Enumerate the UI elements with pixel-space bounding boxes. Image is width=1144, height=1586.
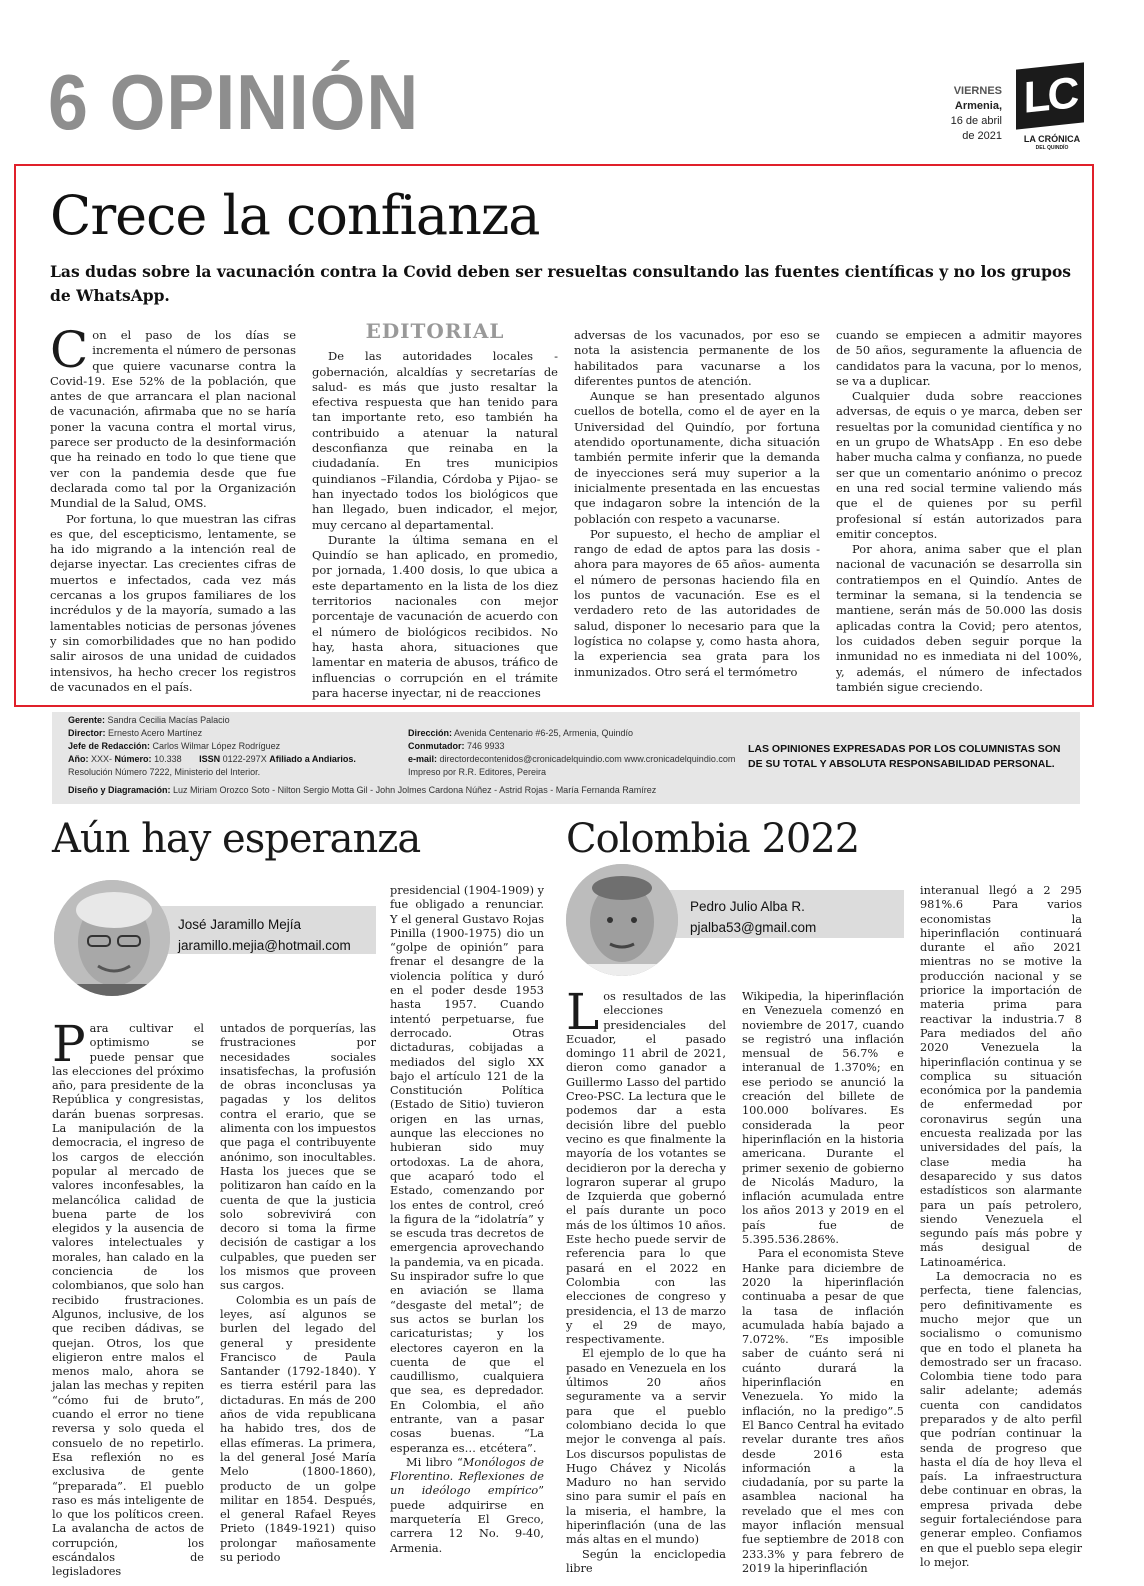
column-text-1	[52, 1015, 204, 1580]
column-headline: Aún hay esperanza	[52, 816, 421, 862]
date-city: Armenia,	[954, 100, 1002, 112]
author-email: jaramillo.mejia@hotmail.com	[178, 938, 351, 953]
drop-cap: C	[50, 321, 89, 379]
masthead-impreso: Impreso por R.R. Editores, Pereira	[408, 767, 547, 777]
editorial-column-1	[50, 321, 296, 695]
logo-subtitle: DEL QUINDÍO	[1035, 145, 1069, 151]
masthead-email: e-mail: directordecontenidos@cronicadelquindio.com www.cronicadelquindio.com	[408, 754, 736, 764]
masthead-direccion: Dirección: Avenida Centenario #6-25, Armenia, Quindío	[408, 728, 633, 738]
column-text-3	[390, 884, 544, 1556]
author-block	[178, 914, 351, 956]
editorial-paragraph: Cualquier duda sobre reacciones adversas, de equis o ye marca, deben ser resueltas por la comunidad científica y no en un grupo de WhatsApp . En eso debe haber mucha calma y confianza, no puede ser que un comentario anónimo o precoz en una red social termine valiendo más que el de quienes por su perfil profesional sí están autorizados para emitir conceptos.	[836, 389, 1082, 541]
date-block	[930, 84, 1002, 144]
editorial-paragraph	[50, 321, 296, 512]
drop-cap: L	[566, 983, 600, 1041]
masthead-ano: Año: XXX- Número: 10.338 ISSN 0122-297X Afiliado a Andiarios.	[68, 754, 356, 764]
column-paragraph: presidencial (1904-1909) y fue obligado a renunciar. Y el general Gustavo Rojas Pinilla (1900-1975) dio un “golpe de opinión” para frenar el desangre de la violencia política y duró en el poder desde 1953 hasta 1957. Cuando intentó perpetuarse, fue derrocado. Otras dictaduras, cobijadas a mediados del siglo XX bajo el artículo 121 de la Constitución Política (Estado de Sitio) tuvieron origen en las urnas, aunque las elecciones no hubieran sido muy ortodoxas. La de ahora, que acaparó todo el Estado, comenzando por los entes de control, creó la figura de la “idolatría” y se escuda tras decretos de emergencia aprovechando la pandemia, va en picada. Su inspirador sufre lo que en aviación se llama “desgaste del metal”; de sus actos se burlan los caricaturistas; y los electores cayeron en la cuenta de que el caudillismo, cualquiera que sea, es depredador. En Colombia, el año entrante, van a pasar cosas buenas. “La esperanza es… etcétera”.	[390, 884, 544, 1455]
date-day: VIERNES	[953, 85, 1002, 97]
column-text-3	[920, 884, 1082, 1570]
author-photo-portrait	[54, 880, 170, 996]
masthead-conmutador: Conmutador: 746 9933	[408, 741, 505, 751]
drop-cap: P	[52, 1015, 86, 1073]
column-paragraph: El ejemplo de lo que ha pasado en Venezuela en los últimos 20 años seguramente va a servir para que el pueblo colombiano decida lo que mejor le convenga al país. Los discursos populistas de Hugo Chávez y Nicolás Maduro no han servido sino para sumir el país en la miseria, el hambre, la hiperinflación (una de las más altas en el mundo)	[566, 1347, 726, 1547]
editorial-column-2	[312, 319, 558, 701]
column-paragraph: Los resultados de las elecciones presidenciales del Ecuador, el pasado domingo 11 abril de 2021, dieron como ganador a Guillermo Lasso del partido Creo-PSC. La lectura que le podemos dar a esta decisión libre del pueblo vecino es que finalmente la mayoría de los votantes se decidieron por la derecha y lograron superar al grupo de Izquierda que gobernó el país durante un poco más de los últimos 10 años. Este hecho puede servir de referencia para lo que pasará en el 2022 en Colombia con las elecciones de congreso y presidencia, el 13 de marzo y el 29 de mayo, respectivamente.	[566, 983, 726, 1347]
author-photo-portrait	[566, 864, 678, 976]
column-headline: Colombia 2022	[566, 816, 860, 862]
editorial-paragraph: De las autoridades locales -gobernación, alcaldías y secretarías de salud- es más que justo resaltar la efectiva respuesta que han tenido para tan importante reto, eso también ha contribuido a atenuar la natural desconfianza que reinaba en la ciudadanía. En tres municipios quindianos –Filandia, Córdoba y Pijao- se han inyectado todos los biológicos que han llegado, buen indicador, el mejor, muy cercano al departamental.	[312, 349, 558, 532]
column-paragraph: La democracia no es perfecta, tiene falencias, pero definitivamente es mucho mejor que un socialismo o comunismo que en todo el planeta ha demostrado ser un fracaso. Colombia tiene todo para salir adelante; además cuenta con candidatos preparados y de alto perfil que podrían continuar la senda de progreso que hasta el día de hoy lleva el país. La infraestructura debe continuar en obras, la empresa privada debe seguir fortaleciéndose para generar empleo. Confiamos en que el pueblo sepa elegir lo mejor.	[920, 1270, 1082, 1569]
editorial-headline: Crece la confianza	[50, 184, 540, 247]
newspaper-logo	[1012, 66, 1094, 158]
masthead-director: Director: Ernesto Acero Martínez	[68, 728, 203, 738]
author-photo	[54, 880, 170, 996]
editorial-deck: Las dudas sobre la vacunación contra la Covid deben ser resueltas consultando las fuentes científicas y no los grupos de WhatsApp.	[50, 262, 1072, 305]
masthead-diseno: Diseño y Diagramación: Luz Miriam Orozco Soto - Nilton Sergio Motta Gil - John Jolmes Cardona Núñez - Astrid Rojas - María Fernanda Ramírez	[68, 785, 657, 795]
author-photo	[566, 864, 678, 976]
editorial-paragraph: Por supuesto, el hecho de ampliar el rango de edad de aptos para las dosis -ahora para mayores de 65 años- aumenta el número de personas haciendo fila en los puntos de vacunación. Ese es el verdadero reto de las autoridades de salud, disponer lo necesario para que la logística no colapse y, como hasta ahora, la experiencia sea grata para los inmunizados. Otro será el termómetro	[574, 526, 820, 679]
masthead-notice: LAS OPINIONES EXPRESADAS POR LOS COLUMNISTAS SON DE SU TOTAL Y ABSOLUTA RESPONSABILIDAD PERSONAL.	[748, 743, 1061, 770]
editorial-paragraph: Por ahora, anima saber que el plan nacional de vacunación se desarrolla sin contratiempos en el Quindío. Antes de terminar la semana, si la tendencia se mantiene, serán más de 50.000 las dosis aplicadas contra la Covid; pero atentos, los cuidados deben seguir porque la inmunidad no es inmediata ni del 100%, y, además, el número de infectados también sigue creciendo.	[836, 542, 1082, 694]
logo-mark: LC	[1016, 62, 1084, 129]
editorial-paragraph: Aunque se han presentado algunos cuellos de botella, como el de ayer en la Universidad del Quindío, por fortuna atendido oportunamente, dicha situación también permite inferir que la demanda de inyecciones será muy superior a la inicialmente presentada en las encuestas que indagaron sobre la intención de la población con respeto a vacunarse.	[574, 389, 820, 526]
editorial-label: EDITORIAL	[365, 319, 505, 343]
section-title: 6 OPINIÓN	[48, 58, 420, 146]
column-paragraph: Mi libro “Monólogos de Florentino. Reflexiones de un ideólogo empírico” puede adquirirse en marquetería El Greco, carrera 12 No. 9-40, Armenia.	[390, 1455, 544, 1555]
masthead-resolucion: Resolución Número 7222, Ministerio del Interior.	[68, 767, 261, 777]
column-paragraph: interanual llegó a 2 295 981%.6 Para varios economistas la hiperinflación continuará durante el año 2021 mientras no se motive la producción nacional y se priorice la importación de materia prima para reactivar la industria.7 8 Para mediados del año 2020 Venezuela la hiperinflación continua y se complica su situación económica por la pandemia de enfermedad por coronavirus según una encuesta realizada por las universidades del país, la clase media ha desaparecido y sus datos estadísticos son alarmante para un país petrolero, siendo Venezuela el segundo país más pobre y más desigual de Latinoamérica.	[920, 884, 1082, 1269]
column-paragraph: Wikipedia, la hiperinflación en Venezuela comenzó en noviembre de 2017, cuando se registró una inflación mensual de 56.7% e interanual de 1.370%; en ese periodo se anunció la creación del billete de 100.000 bolívares. Es considerada la peor hiperinflación en la historia americana. Durante el primer sexenio de gobierno de Nicolás Maduro, la inflación acumulada entre los años 2013 y 2019 en el país fue de 5.395.536.286%.	[742, 990, 904, 1247]
editorial-paragraph: Durante la última semana en el Quindío se han aplicado, en promedio, por jornada, 1.400 dosis, lo que ubica a este departamento en la lista de los diez territorios nacionales con mejor porcentaje de vacunación de acuerdo con el número de biológicos recibidos. No hay, hasta ahora, situaciones que lamentar en materia de abusos, tráfico de influencias o corrupción en el trámite para hacerse inyectar, ni de reacciones	[312, 532, 558, 700]
column-paragraph: Para el economista Steve Hanke para diciembre de 2020 la hiperinflación continuaba a pesar de que la tasa de inflación acumulada había bajado a 7.072%. “Es imposible saber de cuánto será ni cuánto durará la hiperinflación en Venezuela. Yo mido la inflación, no la predigo”.5 El Banco Central ha evitado revelar durante tres años desde 2016 esta información a la ciudadanía, por su parte la asamblea nacional ha revelado que el mes con mayor inflación mensual fue septiembre de 2018 con 233.3% y para febrero de 2019 la hiperinflación	[742, 1247, 904, 1575]
date-text: 16 de abril	[950, 115, 1002, 127]
editorial-paragraph: Por fortuna, lo que muestran las cifras es que, del escepticismo, lentamente, se ha ido migrando a la intención real de dejarse inyectar. Las crecientes cifras de muertos e infectados, cada vez más cercanas a los grupos familiares de los incrédulos y de la mayoría, sumado a las lamentables noticias de personas jóvenes y sin comorbilidades que no han podido salir airosos de una unidad de cuidados intensivos, ha hecho crecer los registros de vacunados en el país.	[50, 511, 296, 694]
editorial-column-4	[836, 328, 1082, 695]
column-text-2	[742, 990, 904, 1576]
editorial-paragraph: cuando se empiecen a admitir mayores de 50 años, seguramente la afluencia de candidatos para la vacuna, por lo menos, se va a duplicar.	[836, 328, 1082, 388]
column-paragraph: Según la enciclopedia libre	[566, 1547, 726, 1575]
column-text-1	[566, 983, 726, 1576]
author-block	[690, 896, 816, 938]
author-name: José Jaramillo Mejía	[178, 917, 302, 932]
editorial-column-3	[574, 328, 820, 680]
column-paragraph: Para cultivar el optimismo se puede pensar que las elecciones del próximo año, para presidente de la República y congresistas, darán buenas sorpresas. La manipulación de la democracia, el ingreso de los cargos de elección popular al mercado de valores inconfesables, la melancólica calidad de buena parte de los elegidos y la ausencia de valores intelectuales y morales, han calado en la conciencia de los colombianos, que solo han recibido frustraciones. Algunos, inclusive, de los que reciben dádivas, se quejan. Otros, los que eligieron entre malos el menos malo, ahora se jalan las mechas y repiten “cómo fui de bruto”, cuando el error no tiene reversa y solo queda el consuelo de no repetirlo. Esa reflexión no es exclusiva de gente “preparada”. El pueblo raso es más inteligente de lo que los políticos creen. La avalancha de actos de corrupción, los escándalos de legisladores	[52, 1015, 204, 1579]
column-text-2	[220, 1022, 376, 1565]
author-name: Pedro Julio Alba R.	[690, 899, 805, 914]
editorial-paragraph: adversas de los vacunados, por eso se nota la asistencia permanente de los habilitados para vacunarse a los diferentes puntos de atención.	[574, 328, 820, 388]
column-paragraph: Colombia es un país de leyes, así algunos se burlen del legado del general y presidente Francisco de Paula Santander (1792-1840). Y es tierra estéril para las dictaduras. En más de 200 años de vida republicana ha habido tres, dos de ellas efímeras. La primera, la del general José María Melo (1800-1860), producto de un golpe militar en 1854. Después, el general Rafael Reyes Prieto (1849-1921) quiso prolongar mañosamente su periodo	[220, 1293, 376, 1564]
paragraph-text: on el paso de los días se incrementa el número de personas que quiere vacunarse contra la Covid-19. Ese 52% de la población, que antes de que arrancara el plan nacional de vacunación, afirmaba que no se haría poner la vacuna contra el mortal virus, parece ser producto de la desinformación que ha reinado en todo lo que tiene que ver con la pandemia desde que fue declarada como tal por la Organización Mundial de la Salud, OMS.	[50, 328, 296, 511]
masthead-gerente: Gerente: Sandra Cecilia Macías Palacio	[68, 715, 230, 725]
masthead-info	[52, 712, 1080, 804]
column-paragraph: untados de porquerías, las frustraciones por necesidades sociales insatisfechas, la profusión de obras inconclusas ya pagadas y los delitos contra el erario, que se alimenta con los impuestos que paga el contribuyente anónimo, son inocultables. Hasta los jueces que se politizaron han caído en la cuenta de que la justicia solo sobrevivirá con decoro si toma la firme decisión de castigar a los culpables, que pueden ser los mismos que proveen sus cargos.	[220, 1022, 376, 1293]
logo-name: LA CRÓNICA	[1023, 134, 1081, 144]
author-email: pjalba53@gmail.com	[690, 920, 817, 935]
date-year: de 2021	[962, 130, 1002, 142]
masthead-jefe: Jefe de Redacción: Carlos Wilmar López Rodríguez	[68, 741, 281, 751]
